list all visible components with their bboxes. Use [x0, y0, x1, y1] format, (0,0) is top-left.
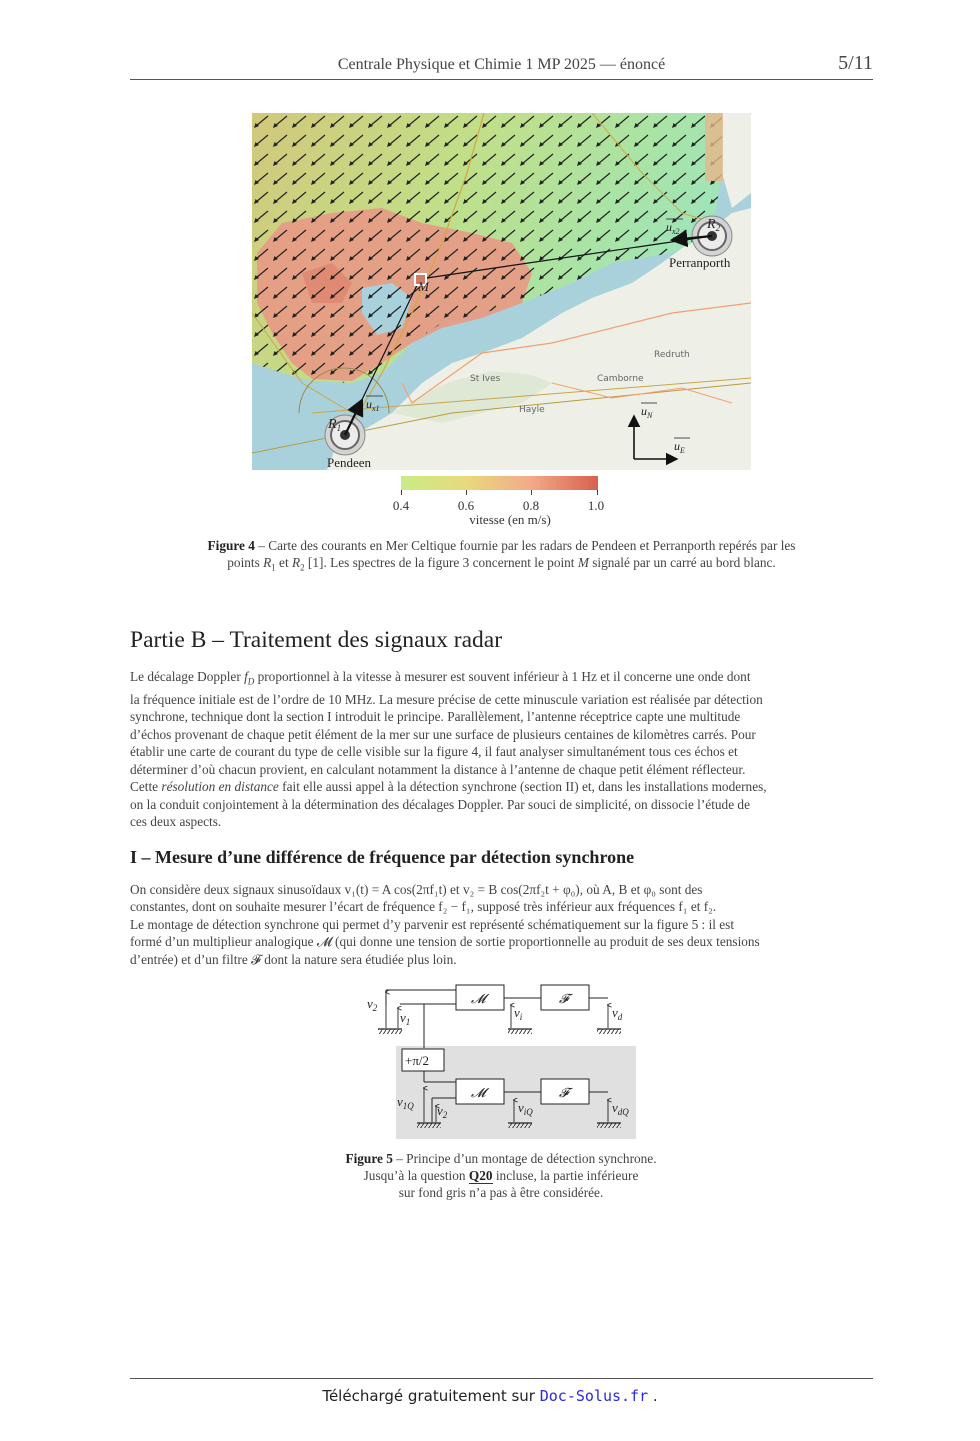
- page-header: [130, 54, 873, 80]
- figure5-label: Figure 5: [345, 1151, 393, 1166]
- doc-solus-link[interactable]: Doc-Solus.fr: [539, 1387, 649, 1405]
- cb-label: 0.6: [457, 498, 475, 513]
- part-b-paragraph: [130, 668, 873, 830]
- text-line: déterminer d’où chacun provient, en calculant notamment la distance à l’antenne de chaque petit élément réflecteur.: [130, 761, 746, 777]
- cb-tick: [531, 490, 532, 495]
- text-line: d’entrée) et d’un filtre 𝓕 dont la nature sera étudiée plus loin.: [130, 951, 457, 967]
- footer-divider: [130, 1378, 873, 1379]
- page-number: 5/11: [838, 52, 873, 74]
- text-line: constantes, dont on souhaite mesurer l’écart de fréquence f₂ − f₁, supposé très inférieur aux fréquences f₁ et f₂.: [130, 899, 717, 915]
- text-line: on la conduit conjointement à la détermination des décalages Doppler. Par souci de simplicité, on dissocie l’étude de: [130, 796, 750, 812]
- text-line: Le décalage Doppler $f_D$ proportionnel à la vitesse à mesurer est souvent inférieur à 1 Hz et il concerne une onde dont: [130, 669, 751, 687]
- footer: Téléchargé gratuitement sur Doc-Solus.fr .: [322, 1387, 658, 1405]
- current-map: [252, 113, 751, 470]
- v2-label: $v_2$: [367, 996, 378, 1013]
- v2b-label: $v_2$: [437, 1103, 448, 1120]
- filter-q-label: 𝓕: [559, 1085, 569, 1100]
- ground-icon: [597, 1123, 621, 1128]
- question-q20-link[interactable]: Q20: [468, 1168, 493, 1183]
- vdq-label: $v_{dQ}$: [612, 1100, 629, 1117]
- multiplier-label: 𝓜: [471, 991, 486, 1006]
- text-line: Le montage de détection synchrone qui permet d’y parvenir est représenté schématiquement sur la figure 5 : il est: [130, 916, 735, 932]
- speed-colorbar: [401, 476, 598, 490]
- header-title: Centrale Physique et Chimie 1 MP 2025 — énoncé: [337, 56, 666, 73]
- viq-label: $v_{iQ}$: [518, 1100, 533, 1117]
- label-camborne: Camborne: [597, 374, 644, 384]
- label-r1: $R_1$: [328, 417, 342, 433]
- label-ux1: $u_{x1}$: [366, 397, 380, 413]
- label-redruth: Redruth: [654, 350, 690, 360]
- label-st-ives: St Ives: [470, 374, 501, 384]
- text-line: Cette résolution en distance fait elle aussi appel à la détection synchrone (section II) et, dans les installations modernes,: [130, 779, 767, 795]
- ground-icon: [508, 1123, 532, 1128]
- cb-label: 0.4: [392, 498, 410, 513]
- cb-tick: [597, 490, 598, 495]
- label-pendeen: Pendeen: [327, 455, 372, 470]
- multiplier-q-label: 𝓜: [471, 1085, 486, 1100]
- cb-tick: [466, 490, 467, 495]
- text-line: ces deux aspects.: [130, 813, 222, 829]
- ground-icon: [417, 1123, 441, 1128]
- synchronous-detection-circuit: [362, 982, 642, 1144]
- figure4-caption: Figure 4 – Carte des courants en Mer Celtique fournie par les radars de Pendeen et Perranporth repérés par les points $R_1$ et $R_2$ [1]. Les spectres de la figure 3 concernent le point M signalé par un carré au bord blanc.: [207, 538, 796, 573]
- figure4-label: Figure 4: [207, 538, 255, 553]
- vi-label: $v_i$: [514, 1005, 523, 1022]
- label-hayle: Hayle: [519, 405, 545, 415]
- label-ux2: $u_{x2}$: [666, 220, 680, 236]
- v1q-label: $v_{1Q}$: [397, 1094, 414, 1111]
- cb-label: 0.8: [522, 498, 540, 513]
- text-line: synchrone, technique dont la section I introduit le principe. Parallèlement, l’antenne réceptrice capte une multitude: [130, 709, 741, 725]
- ground-icon: [378, 1029, 402, 1034]
- label-perranporth: Perranporth: [669, 255, 731, 270]
- label-ue: $u_E$: [674, 439, 685, 455]
- label-r2: $R_2$: [707, 217, 721, 233]
- phase-label: +π/2: [405, 1053, 430, 1068]
- ground-icon: [508, 1029, 532, 1034]
- cb-tick: [401, 490, 402, 495]
- text-line: la fréquence initiale est de l’ordre de 10 MHz. La mesure précise de cette minuscule variation est réalisée par détection: [130, 692, 763, 708]
- vd-label: $v_d$: [612, 1005, 623, 1022]
- text-line: établir une carte de courant du type de celle visible sur la figure 4, il faut analyser simultanément tous ces échos et: [130, 744, 738, 760]
- text-line: d’échos provenant de chaque petit élément de la mer sur une surface de plusieurs centaines de kilomètres carrés. Pour: [130, 726, 756, 742]
- filter-label: 𝓕: [559, 991, 569, 1006]
- v1-label: $v_1$: [400, 1010, 411, 1027]
- text-line: formé d’un multiplieur analogique 𝓜 (qui donne une tension de sortie proportionnelle au produit de ses deux tensions: [130, 934, 760, 950]
- colorbar-title: vitesse (en m/s): [469, 512, 551, 527]
- label-un: $u_N$: [641, 404, 653, 420]
- cb-label: 1.0: [587, 498, 605, 513]
- section-1-paragraph: [130, 881, 873, 968]
- figure5-caption: Figure 5 – Principe d’un montage de détection synchrone. Jusqu’à la question Q20 incluse, la partie inférieure sur fond gris n’a pas à être considérée.: [345, 1151, 657, 1200]
- section-1-title: I – Mesure d’une différence de fréquence par détection synchrone: [130, 847, 635, 867]
- part-b-title: Partie B – Traitement des signaux radar: [130, 627, 503, 653]
- label-m: M: [418, 279, 429, 294]
- ground-icon: [597, 1029, 621, 1034]
- text-line: On considère deux signaux sinusoïdaux v₁(t) = A cos(2πf₁t) et v₂ = B cos(2πf₂t + φ₀), où A, B et φ₀ sont des: [130, 882, 703, 897]
